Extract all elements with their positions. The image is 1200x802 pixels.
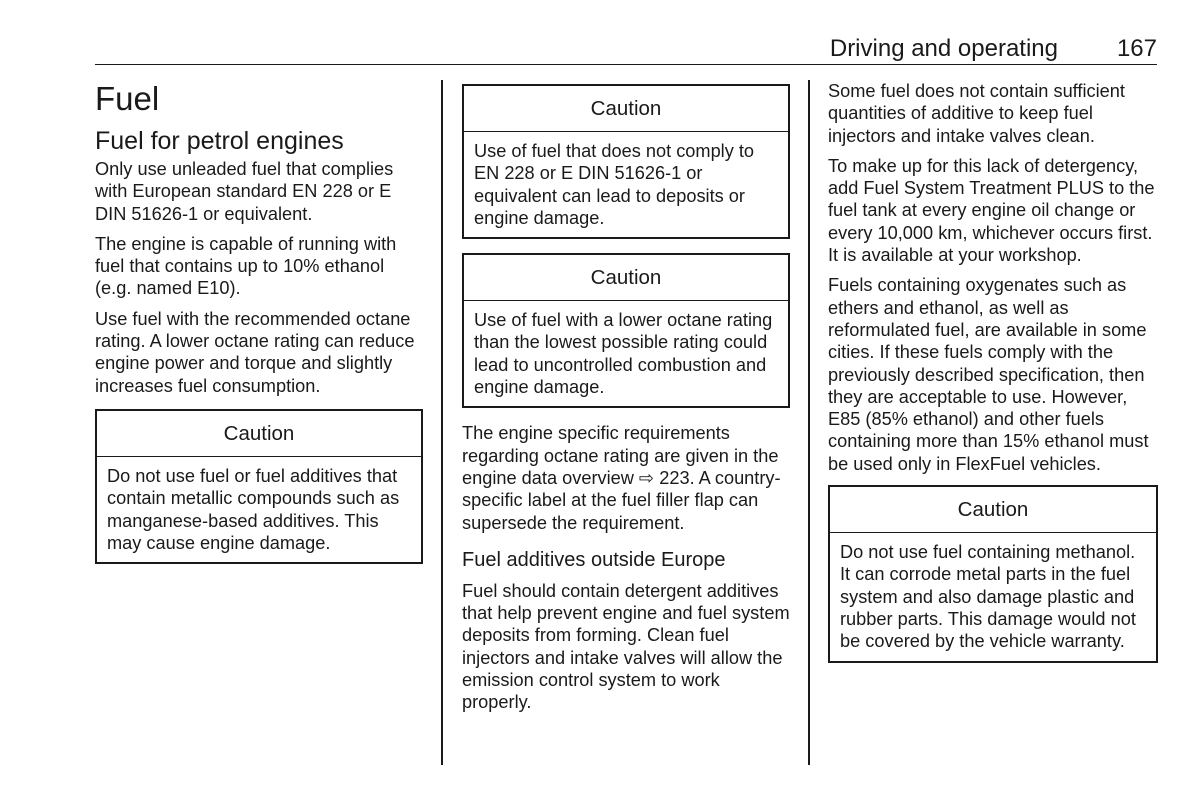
- caution-box: [462, 253, 790, 408]
- subsection-heading: Fuel additives outside Europe: [462, 548, 726, 571]
- column-middle: [462, 84, 790, 722]
- caution-text: Do not use fuel or fuel additives that contain metallic compounds such as manganese-based additives. This may cause engine damage.: [107, 465, 400, 553]
- paragraph: Use fuel with the recommended octane rating. A lower octane rating can reduce engine power and torque and slightly increases fuel consumption.: [95, 308, 415, 396]
- paragraph: The engine is capable of running with fuel that contains up to 10% ethanol (e.g. named E10).: [95, 233, 397, 299]
- paragraph: Fuels containing oxygenates such as ethers and ethanol, as well as reformulated fuel, are available in some cities. If these fuels comply with the previously described specification, then they are acceptable to use. However, E85 (85% ethanol) and other fuels containing more than 15% ethanol must be used only in FlexFuel vehicles.: [828, 275, 1149, 474]
- caution-box: [462, 84, 790, 239]
- section-heading: Fuel for petrol engines: [95, 127, 344, 155]
- column-right: [828, 80, 1158, 677]
- caution-text: Use of fuel that does not comply to EN 228 or E DIN 51626-1 or equivalent can lead to deposits or engine damage.: [474, 141, 755, 228]
- caution-box: [828, 485, 1158, 662]
- paragraph: Fuel should contain detergent additives that help prevent engine and fuel system deposits from forming. Clean fuel injectors and intake valves will allow the emission control system to work properly.: [462, 580, 790, 713]
- caution-title: Caution: [464, 255, 788, 301]
- caution-box: [95, 409, 423, 564]
- caution-text: Do not use fuel containing methanol. It can corrode metal parts in the fuel system and also damage plastic and rubber parts. This damage would not be covered by the vehicle warranty.: [840, 542, 1136, 652]
- paragraph: The engine specific requirements regarding octane rating are given in the engine data overview ⇨ 223. A country-specific label at the fuel filler flap can supersede the requirement.: [462, 423, 781, 533]
- column-divider-1: [441, 80, 443, 765]
- caution-title: Caution: [464, 86, 788, 132]
- paragraph: Some fuel does not contain sufficient quantities of additive to keep fuel injectors and intake valves clean.: [828, 81, 1125, 146]
- column-divider-2: [808, 80, 810, 765]
- paragraph: Only use unleaded fuel that complies with European standard EN 228 or E DIN 51626-1 or equivalent.: [95, 159, 394, 224]
- caution-text: Use of fuel with a lower octane rating than the lowest possible rating could lead to uncontrolled combustion and engine damage.: [474, 310, 773, 398]
- caution-title: Caution: [97, 411, 421, 457]
- paragraph: To make up for this lack of detergency, add Fuel System Treatment PLUS to the fuel tank at every engine oil change or every 10,000 km, whichever occurs first. It is available at your workshop.: [828, 155, 1155, 266]
- column-left: [95, 80, 423, 578]
- chapter-title: Fuel: [95, 80, 160, 117]
- page-header: [95, 36, 1157, 65]
- caution-title: Caution: [830, 487, 1156, 533]
- section-title: Driving and operating: [829, 35, 1058, 62]
- page-number: 167: [1116, 35, 1157, 62]
